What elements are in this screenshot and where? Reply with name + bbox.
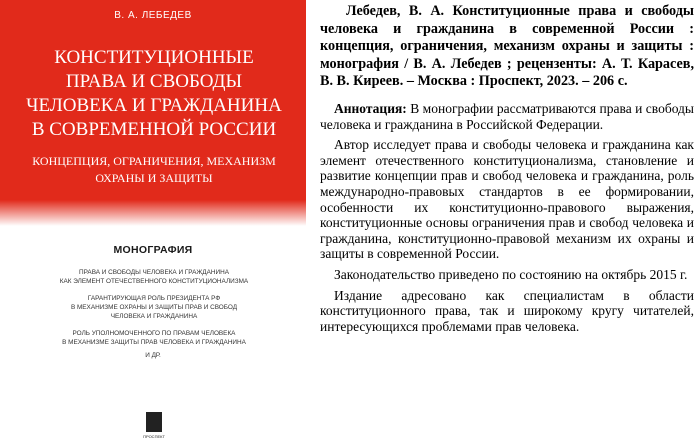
- cover-topic-line: ЧЕЛОВЕКА И ГРАЖДАНИНА: [110, 313, 198, 320]
- cover-topic-line: КАК ЭЛЕМЕНТ ОТЕЧЕСТВЕННОГО КОНСТИТУЦИОНАЛИЗМА: [59, 278, 249, 285]
- cover-title-line: ЧЕЛОВЕКА И ГРАЖДАНИНА: [26, 95, 282, 116]
- book-description: [320, 3, 694, 339]
- publisher-logo-text: ПРОСПЕКТ: [143, 434, 165, 439]
- cover-title-line: ПРАВА И СВОБОДЫ: [65, 71, 243, 92]
- book-cover: [0, 0, 306, 446]
- publisher-logo-mark: [146, 412, 162, 432]
- description-paragraph: Автор исследует права и свободы человека и гражданина как элемент отечественного конституционализма, становление и развитие концепции прав и свобод человека и гражданина, роль международно-правовых стандартов в ее формировании, особенности их конституционно-правового выражения, конституционные основы ограничения прав и свобод человека и гражданина, конституционно-правовой механизм их охраны и защиты в современной России.: [320, 137, 694, 262]
- publisher-logo-icon: [143, 412, 165, 442]
- cover-topic-line: В МЕХАНИЗМЕ ОХРАНЫ И ЗАЩИТЫ ПРАВ И СВОБОД: [70, 304, 238, 311]
- cover-gradient: [0, 200, 306, 226]
- cover-author: В. А. ЛЕБЕДЕВ: [114, 10, 192, 21]
- cover-topic-line: ПРАВА И СВОБОДЫ ЧЕЛОВЕКА И ГРАЖДАНИНА: [79, 269, 229, 276]
- cover-topics: [20, 268, 288, 355]
- description-paragraph: Законодательство приведено по состоянию на октябрь 2015 г.: [334, 266, 688, 282]
- cover-topic-line: В МЕХАНИЗМЕ ЗАЩИТЫ ПРАВ ЧЕЛОВЕКА И ГРАЖДАНИНА: [62, 339, 246, 346]
- cover-subtitle: [14, 153, 294, 187]
- cover-topic-line: РОЛЬ УПОЛНОМОЧЕННОГО ПО ПРАВАМ ЧЕЛОВЕКА: [72, 330, 236, 337]
- cover-title-line: В СОВРЕМЕННОЙ РОССИИ: [31, 119, 277, 140]
- cover-topic: [20, 294, 288, 321]
- annotation-paragraph: [320, 101, 694, 132]
- annotation-label: Аннотация:: [334, 100, 407, 116]
- cover-topic: [20, 268, 288, 286]
- bibliographic-record: Лебедев, В. А. Конституционные права и свободы человека и гражданина в современной России : концепция, ограничения, механизм охраны и защиты : монография / В. А. Лебедев ; рецензенты: А. Т. Карасев, В. В. Киреев. – Москва : Проспект, 2023. – 206 с.: [320, 3, 694, 90]
- cover-subtitle-line: КОНЦЕПЦИЯ, ОГРАНИЧЕНИЯ, МЕХАНИЗМ: [32, 154, 276, 168]
- cover-title-line: КОНСТИТУЦИОННЫЕ: [54, 47, 254, 68]
- cover-genre-label: МОНОГРАФИЯ: [113, 244, 193, 256]
- annotation-text: В монографии рассматриваются права и свободы человека и гражданина в Российской Федерации.: [320, 100, 694, 132]
- cover-topic-line: ГАРАНТИРУЮЩАЯ РОЛЬ ПРЕЗИДЕНТА РФ: [87, 295, 221, 302]
- cover-etc: И ДР.: [145, 352, 161, 359]
- cover-title: [14, 46, 294, 142]
- description-paragraph: Издание адресовано как специалистам в области конституционного права, так и широкому кругу читателей, интересующихся проблемами прав человека.: [320, 287, 694, 334]
- cover-topic: [20, 329, 288, 347]
- cover-subtitle-line: ОХРАНЫ И ЗАЩИТЫ: [95, 171, 213, 185]
